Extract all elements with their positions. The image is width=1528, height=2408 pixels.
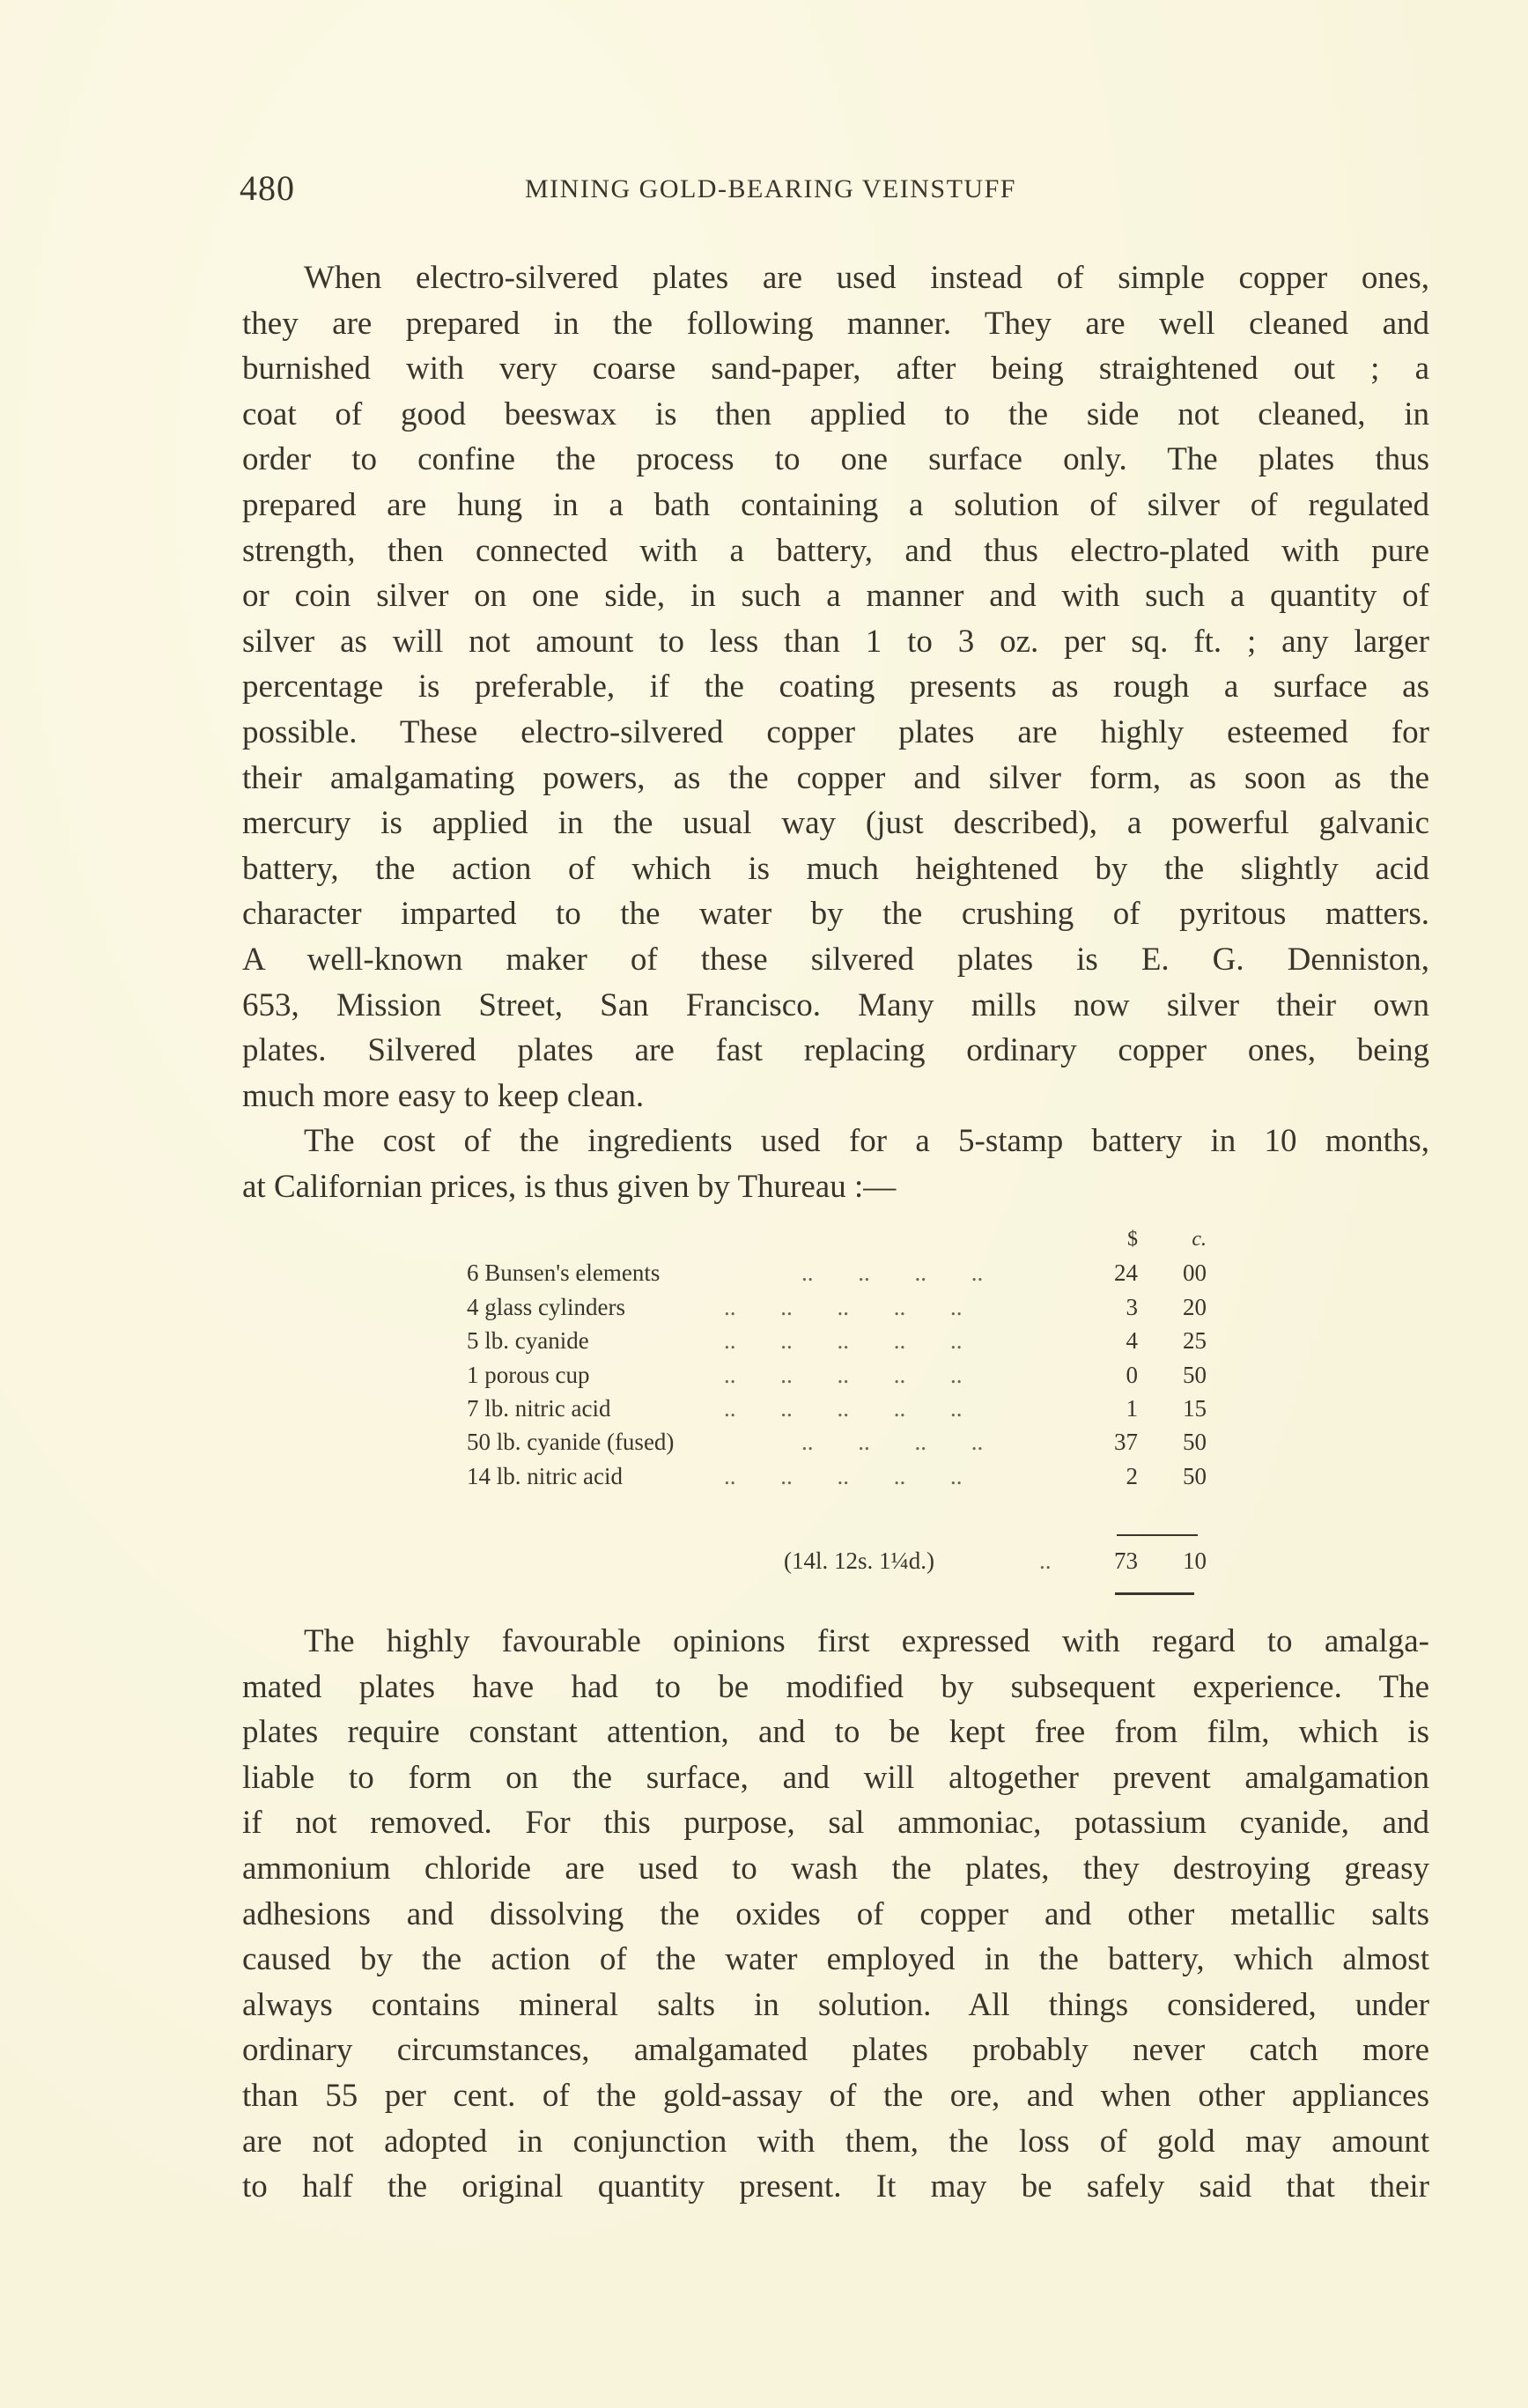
cents-value: 50: [1183, 1361, 1207, 1388]
cents-value: 15: [1183, 1394, 1207, 1422]
total-double-rule: [1115, 1592, 1194, 1595]
text-line: order to confine the process to one surface only. The plates thus: [242, 441, 1429, 478]
text-line: plates. Silvered plates are fast replacing ordinary copper ones, being: [242, 1032, 1429, 1069]
table-row: [467, 1459, 1207, 1493]
paragraph-electro-silvered-plates: [242, 255, 1429, 1119]
text-line: battery, the action of which is much heightened by the slightly acid: [242, 850, 1429, 887]
leader-dots: ..: [1039, 1547, 1052, 1574]
leader-dots: .. .. .. .. ..: [724, 1394, 963, 1422]
text-line: mercury is applied in the usual way (just described), a powerful galvanic: [242, 805, 1429, 842]
text-line: coat of good beeswax is then applied to the side not cleaned, in: [242, 395, 1429, 432]
text-line: strength, then connected with a battery, and thus electro-plated with pure: [242, 532, 1429, 569]
table-row: [467, 1256, 1207, 1289]
dollars-value: 3: [1126, 1293, 1138, 1320]
item-label: 4 glass cylinders: [467, 1293, 625, 1320]
text-line: burnished with very coarse sand-paper, after being straightened out ; a: [242, 351, 1429, 388]
item-label: 14 lb. nitric acid: [467, 1462, 623, 1489]
text-line: plates require constant attention, and to be kept free from film, which is: [242, 1714, 1429, 1751]
item-label: 5 lb. cyanide: [467, 1327, 589, 1355]
text-line: they are prepared in the following manner. They are well cleaned and: [242, 305, 1429, 342]
text-line: mated plates have had to be modified by subsequent experience. The: [242, 1668, 1429, 1705]
text-line: always contains mineral salts in solution. All things considered, under: [242, 1986, 1429, 2023]
table-total-row: [467, 1543, 1207, 1578]
text-line: When electro-silvered plates are used instead of simple copper ones,: [304, 260, 1429, 296]
leader-dots: .. .. .. ..: [801, 1259, 984, 1287]
dollars-value: 37: [1114, 1429, 1138, 1456]
subtotal-rule: [1117, 1534, 1198, 1536]
text-line: than 55 per cent. of the gold-assay of the ore, and when other appliances: [242, 2077, 1429, 2114]
dollars-value: 24: [1114, 1259, 1138, 1287]
paragraph-amalgamated-plates: [242, 1619, 1429, 2210]
text-line: 653, Mission Street, San Francisco. Many mills now silver their own: [242, 986, 1429, 1023]
cents-value: 50: [1183, 1429, 1207, 1456]
dollars-value: 2: [1126, 1462, 1138, 1489]
cents-value: 00: [1183, 1259, 1207, 1287]
cents-column-header: c.: [1192, 1228, 1207, 1251]
text-line: The cost of the ingredients used for a 5-stamp battery in 10 months,: [304, 1123, 1429, 1159]
dollars-column-header: $: [1127, 1228, 1138, 1251]
item-label: 1 porous cup: [467, 1361, 590, 1388]
dollars-value: 1: [1126, 1394, 1138, 1422]
text-line: prepared are hung in a bath containing a solution of silver of regulated: [242, 486, 1429, 523]
total-cents: 10: [1183, 1547, 1207, 1574]
text-line: character imparted to the water by the crushing of pyritous matters.: [242, 896, 1429, 933]
item-label: 6 Bunsen's elements: [467, 1259, 661, 1287]
cents-value: 25: [1183, 1327, 1207, 1355]
text-line: caused by the action of the water employed in the battery, which almost: [242, 1941, 1429, 1978]
text-line: adhesions and dissolving the oxides of copper and other metallic salts: [242, 1895, 1429, 1932]
text-line: A well-known maker of these silvered plates is E. G. Denniston,: [242, 941, 1429, 978]
item-label: 7 lb. nitric acid: [467, 1394, 611, 1422]
leader-dots: .. .. .. ..: [801, 1429, 984, 1456]
text-line: possible. These electro-silvered copper plates are highly esteemed for: [242, 713, 1429, 750]
text-line: to half the original quantity present. It may be safely said that their: [242, 2168, 1429, 2205]
text-line: ordinary circumstances, amalgamated plates probably never catch more: [242, 2032, 1429, 2069]
cost-table: [467, 1222, 1207, 1493]
paragraph-cost-intro: [242, 1119, 1429, 1209]
text-line: at Californian prices, is thus given by Thureau :—: [242, 1168, 897, 1205]
text-line: their amalgamating powers, as the copper and silver form, as soon as the: [242, 759, 1429, 796]
leader-dots: .. .. .. .. ..: [724, 1293, 963, 1320]
text-line: much more easy to keep clean.: [242, 1077, 645, 1114]
text-line: if not removed. For this purpose, sal ammoniac, potassium cyanide, and: [242, 1805, 1429, 1842]
table-row: [467, 1290, 1207, 1324]
text-line: are not adopted in conjunction with them, the loss of gold may amount: [242, 2123, 1429, 2160]
total-dollars: 73: [1114, 1547, 1138, 1574]
leader-dots: .. .. .. .. ..: [724, 1462, 963, 1489]
cents-value: 20: [1183, 1293, 1207, 1320]
table-row: [467, 1392, 1207, 1425]
page-header: [240, 167, 1428, 211]
dollars-value: 4: [1126, 1327, 1138, 1355]
text-line: percentage is preferable, if the coating presents as rough a surface as: [242, 668, 1429, 705]
table-row: [467, 1324, 1207, 1357]
dollars-value: 0: [1126, 1361, 1138, 1388]
text-line: ammonium chloride are used to wash the plates, they destroying greasy: [242, 1850, 1429, 1887]
cents-value: 50: [1183, 1462, 1207, 1489]
text-line: The highly favourable opinions first expressed with regard to amalga-: [304, 1623, 1429, 1659]
table-row: [467, 1358, 1207, 1392]
leader-dots: .. .. .. .. ..: [724, 1361, 963, 1388]
page-number: 480: [240, 168, 295, 208]
item-label: 50 lb. cyanide (fused): [467, 1429, 675, 1456]
text-line: silver as will not amount to less than 1 to 3 oz. per sq. ft. ; any larger: [242, 623, 1429, 660]
table-header-row: [467, 1222, 1207, 1256]
leader-dots: .. .. .. .. ..: [724, 1327, 963, 1355]
total-sterling-equivalent: (14l. 12s. 1¼d.): [784, 1547, 934, 1574]
text-line: liable to form on the surface, and will altogether prevent amalgamation: [242, 1759, 1429, 1796]
running-title: MINING GOLD-BEARING VEINSTUFF: [525, 174, 1016, 203]
table-row: [467, 1425, 1207, 1459]
text-line: or coin silver on one side, in such a manner and with such a quantity of: [242, 578, 1429, 615]
